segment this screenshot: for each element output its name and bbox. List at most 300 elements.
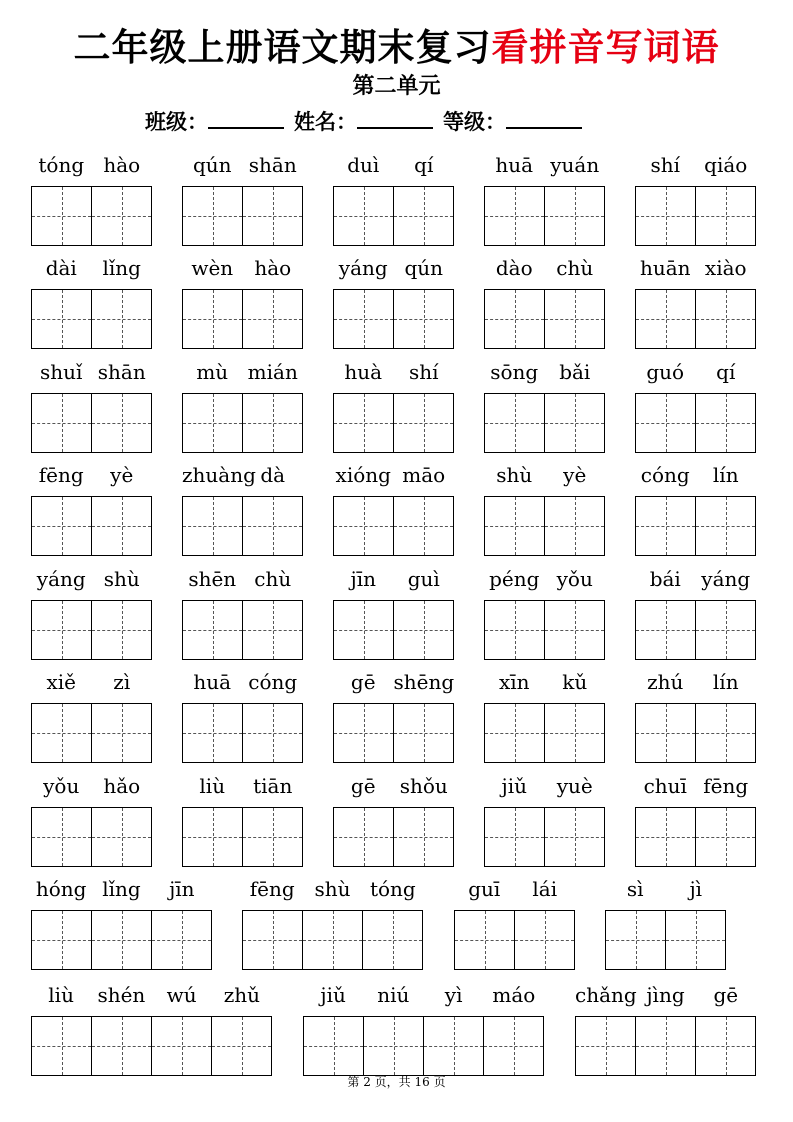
word-item [333, 667, 454, 767]
pinyin-syllable: fēng [703, 774, 749, 798]
tianzige-grid [31, 703, 152, 763]
word-item [454, 874, 575, 974]
writing-cell[interactable] [696, 394, 756, 452]
pinyin-label [182, 253, 303, 283]
writing-cell[interactable] [334, 601, 394, 659]
writing-cell[interactable] [606, 911, 666, 969]
writing-cell[interactable] [545, 808, 605, 866]
writing-cell[interactable] [32, 187, 92, 245]
writing-cell[interactable] [32, 601, 92, 659]
pinyin-syllable: shù [496, 463, 533, 487]
pinyin-syllable: chù [254, 567, 292, 591]
writing-cell[interactable] [696, 290, 756, 348]
writing-cell[interactable] [636, 808, 696, 866]
pinyin-syllable: huā [495, 153, 534, 177]
pinyin-syllable: dào [495, 256, 533, 280]
word-item [635, 357, 756, 457]
writing-cell[interactable] [545, 601, 605, 659]
pinyin-syllable: xīn [498, 670, 530, 694]
writing-cell[interactable] [394, 704, 454, 762]
writing-cell[interactable] [484, 1017, 544, 1075]
pinyin-syllable: mián [247, 360, 298, 384]
pinyin-syllable: lǐng [102, 877, 141, 901]
pinyin-label [484, 357, 605, 387]
pinyin-label [31, 253, 152, 283]
tianzige-grid [31, 600, 152, 660]
pinyin-syllable: dà [260, 463, 286, 487]
grade-blank[interactable] [506, 107, 582, 129]
tianzige-grid [31, 186, 152, 246]
pinyin-syllable: mù [196, 360, 229, 384]
pinyin-syllable: hóng [35, 877, 87, 901]
word-item [575, 980, 756, 1080]
writing-cell[interactable] [183, 704, 243, 762]
writing-cell[interactable] [243, 808, 303, 866]
pinyin-syllable: wú [166, 983, 197, 1007]
pinyin-label [31, 771, 152, 801]
writing-cell[interactable] [32, 497, 92, 555]
word-item [635, 564, 756, 664]
pinyin-syllable: yáng [36, 567, 86, 591]
writing-cell[interactable] [636, 187, 696, 245]
pinyin-syllable: xiào [704, 256, 747, 280]
word-item [303, 980, 544, 1080]
pinyin-label [635, 771, 756, 801]
pinyin-syllable: tóng [38, 153, 85, 177]
pinyin-syllable: tiān [253, 774, 293, 798]
pinyin-label [635, 357, 756, 387]
writing-cell[interactable] [485, 497, 545, 555]
word-item [484, 564, 605, 664]
pinyin-syllable: sì [626, 877, 644, 901]
writing-cell[interactable] [364, 1017, 424, 1075]
pinyin-label [575, 980, 756, 1010]
pinyin-syllable: niú [377, 983, 410, 1007]
word-item [31, 564, 152, 664]
tianzige-grid [31, 496, 152, 556]
pinyin-syllable: shí [650, 153, 681, 177]
class-blank[interactable] [208, 107, 284, 129]
writing-cell[interactable] [636, 704, 696, 762]
writing-cell[interactable] [515, 911, 575, 969]
writing-cell[interactable] [92, 601, 152, 659]
writing-cell[interactable] [696, 808, 756, 866]
word-item [605, 874, 726, 974]
writing-cell[interactable] [92, 290, 152, 348]
word-item [31, 253, 152, 353]
writing-cell[interactable] [696, 1017, 756, 1075]
writing-cell[interactable] [334, 187, 394, 245]
tianzige-grid [182, 807, 303, 867]
pinyin-syllable: shù [103, 567, 140, 591]
writing-cell[interactable] [92, 1017, 152, 1075]
pinyin-syllable: shù [314, 877, 351, 901]
pinyin-syllable: shén [97, 983, 146, 1007]
pinyin-syllable: guì [407, 567, 440, 591]
pinyin-syllable: yǒu [556, 567, 593, 591]
pinyin-syllable: guī [468, 877, 501, 901]
writing-cell[interactable] [92, 808, 152, 866]
pinyin-syllable: zhuàng [182, 463, 256, 487]
writing-cell[interactable] [92, 394, 152, 452]
word-item [182, 667, 303, 767]
writing-cell[interactable] [304, 1017, 364, 1075]
pinyin-syllable: lǐng [102, 256, 141, 280]
word-item [31, 667, 152, 767]
pinyin-syllable: gē [713, 983, 739, 1007]
pinyin-syllable: yuè [556, 774, 593, 798]
writing-cell[interactable] [32, 1017, 92, 1075]
pinyin-syllable: shān [248, 153, 297, 177]
word-item [484, 150, 605, 250]
writing-cell[interactable] [394, 187, 454, 245]
pinyin-syllable: cóng [248, 670, 298, 694]
tianzige-grid [484, 186, 605, 246]
pinyin-syllable: hǎo [103, 774, 141, 798]
tianzige-grid [31, 289, 152, 349]
writing-cell[interactable] [424, 1017, 484, 1075]
pinyin-syllable: yáng [701, 567, 751, 591]
pinyin-label [182, 667, 303, 697]
writing-cell[interactable] [183, 601, 243, 659]
writing-cell[interactable] [394, 290, 454, 348]
pinyin-label [242, 874, 423, 904]
pinyin-syllable: qún [192, 153, 232, 177]
pinyin-syllable: jiǔ [320, 983, 346, 1007]
tianzige-grid [484, 289, 605, 349]
pinyin-syllable: kǔ [562, 670, 588, 694]
tianzige-grid [454, 910, 575, 970]
writing-cell[interactable] [334, 290, 394, 348]
tianzige-grid [182, 186, 303, 246]
writing-cell[interactable] [243, 911, 303, 969]
writing-cell[interactable] [636, 290, 696, 348]
tianzige-grid [182, 496, 303, 556]
pinyin-label [31, 150, 152, 180]
writing-cell[interactable] [545, 497, 605, 555]
pinyin-syllable: jiǔ [501, 774, 527, 798]
writing-cell[interactable] [545, 704, 605, 762]
pinyin-label [635, 253, 756, 283]
tianzige-grid [484, 600, 605, 660]
tianzige-grid [182, 703, 303, 763]
pinyin-syllable: jìng [646, 983, 685, 1007]
name-blank[interactable] [357, 107, 433, 129]
pinyin-syllable: bǎi [559, 360, 591, 384]
word-item [484, 253, 605, 353]
pinyin-syllable: dài [45, 256, 77, 280]
tianzige-grid [635, 289, 756, 349]
tianzige-grid [333, 496, 454, 556]
pinyin-syllable: sōng [490, 360, 539, 384]
writing-cell[interactable] [92, 497, 152, 555]
pinyin-label [303, 980, 544, 1010]
writing-cell[interactable] [545, 394, 605, 452]
writing-cell[interactable] [212, 1017, 272, 1075]
writing-cell[interactable] [32, 808, 92, 866]
writing-cell[interactable] [92, 911, 152, 969]
tianzige-grid [484, 496, 605, 556]
pinyin-syllable: cóng [640, 463, 690, 487]
tianzige-grid [333, 807, 454, 867]
pinyin-syllable: chuī [643, 774, 687, 798]
writing-cell[interactable] [243, 187, 303, 245]
pinyin-label [635, 150, 756, 180]
tianzige-grid [333, 393, 454, 453]
word-item [333, 460, 454, 560]
tianzige-grid [31, 393, 152, 453]
pinyin-syllable: māo [402, 463, 446, 487]
tianzige-grid [484, 807, 605, 867]
pinyin-label [31, 874, 212, 904]
writing-cell[interactable] [696, 187, 756, 245]
pinyin-syllable: fēng [38, 463, 84, 487]
pinyin-syllable: qí [414, 153, 434, 177]
pinyin-label [333, 771, 454, 801]
pinyin-syllable: tóng [369, 877, 416, 901]
pinyin-syllable: qún [404, 256, 444, 280]
writing-cell[interactable] [696, 497, 756, 555]
writing-cell[interactable] [485, 187, 545, 245]
writing-cell[interactable] [485, 704, 545, 762]
writing-cell[interactable] [363, 911, 423, 969]
pinyin-syllable: wèn [191, 256, 234, 280]
pinyin-label [31, 460, 152, 490]
pinyin-syllable: jīn [169, 877, 195, 901]
word-item [635, 771, 756, 871]
word-item [182, 150, 303, 250]
pinyin-syllable: yuán [550, 153, 600, 177]
writing-cell[interactable] [545, 290, 605, 348]
pinyin-syllable: duì [347, 153, 380, 177]
writing-cell[interactable] [183, 808, 243, 866]
pinyin-syllable: shí [408, 360, 439, 384]
pinyin-syllable: zhǔ [223, 983, 261, 1007]
tianzige-grid [242, 910, 423, 970]
pinyin-syllable: zhú [647, 670, 684, 694]
writing-cell[interactable] [92, 704, 152, 762]
word-item [333, 357, 454, 457]
tianzige-grid [484, 703, 605, 763]
tianzige-grid [31, 807, 152, 867]
writing-cell[interactable] [183, 187, 243, 245]
tianzige-grid [635, 186, 756, 246]
pinyin-syllable: yè [563, 463, 587, 487]
name-label: 姓名： [294, 110, 357, 134]
pinyin-syllable: jīn [350, 567, 376, 591]
pinyin-syllable: zì [113, 670, 131, 694]
word-item [242, 874, 423, 974]
tianzige-grid [333, 703, 454, 763]
writing-cell[interactable] [183, 394, 243, 452]
writing-cell[interactable] [394, 394, 454, 452]
writing-cell[interactable] [485, 601, 545, 659]
writing-cell[interactable] [32, 290, 92, 348]
tianzige-grid [182, 393, 303, 453]
pinyin-label [484, 564, 605, 594]
word-item [484, 357, 605, 457]
pinyin-label [31, 667, 152, 697]
title-red: 看拼音写词语 [491, 26, 720, 69]
pinyin-label [454, 874, 575, 904]
word-item [31, 357, 152, 457]
tianzige-grid [182, 600, 303, 660]
writing-cell[interactable] [243, 704, 303, 762]
pinyin-label [484, 150, 605, 180]
pinyin-label [182, 460, 303, 490]
writing-cell[interactable] [696, 601, 756, 659]
word-item [31, 980, 272, 1080]
word-item [333, 564, 454, 664]
pinyin-label [31, 980, 272, 1010]
word-item [182, 771, 303, 871]
pinyin-syllable: shēng [393, 670, 455, 694]
word-item [31, 771, 152, 871]
class-label: 班级： [145, 110, 208, 134]
writing-cell[interactable] [334, 704, 394, 762]
grade-label: 等级： [443, 110, 506, 134]
word-item [635, 667, 756, 767]
word-item [635, 150, 756, 250]
pinyin-label [333, 667, 454, 697]
pinyin-label [31, 564, 152, 594]
writing-cell[interactable] [243, 394, 303, 452]
pinyin-label [333, 253, 454, 283]
word-item [182, 253, 303, 353]
word-item [635, 253, 756, 353]
pinyin-syllable: huà [344, 360, 383, 384]
writing-cell[interactable] [636, 394, 696, 452]
pinyin-label [333, 357, 454, 387]
pinyin-label [635, 460, 756, 490]
pinyin-syllable: shēn [188, 567, 237, 591]
pinyin-label [635, 667, 756, 697]
writing-cell[interactable] [394, 497, 454, 555]
pinyin-label [182, 357, 303, 387]
tianzige-grid [635, 393, 756, 453]
pinyin-syllable: gē [350, 774, 376, 798]
pinyin-label [182, 150, 303, 180]
writing-cell[interactable] [636, 497, 696, 555]
writing-cell[interactable] [32, 911, 92, 969]
pinyin-syllable: lín [712, 463, 739, 487]
writing-cell[interactable] [334, 497, 394, 555]
tianzige-grid [635, 807, 756, 867]
word-item [182, 564, 303, 664]
word-item [333, 771, 454, 871]
tianzige-grid [303, 1016, 544, 1076]
pinyin-syllable: liù [48, 983, 74, 1007]
pinyin-syllable: chǎng [575, 983, 637, 1007]
pinyin-syllable: huān [639, 256, 691, 280]
writing-cell[interactable] [636, 601, 696, 659]
writing-cell[interactable] [183, 290, 243, 348]
pinyin-label [182, 771, 303, 801]
pinyin-syllable: hào [254, 256, 292, 280]
writing-cell[interactable] [152, 911, 212, 969]
page-footer: 第 2 页，共 16 页 [347, 1075, 446, 1089]
writing-cell[interactable] [485, 394, 545, 452]
writing-cell[interactable] [334, 808, 394, 866]
pinyin-syllable: yì [444, 983, 463, 1007]
pinyin-label [484, 667, 605, 697]
word-item [31, 150, 152, 250]
title-black: 二年级上册语文期末复习 [73, 26, 492, 69]
writing-cell[interactable] [183, 497, 243, 555]
word-item [182, 460, 303, 560]
writing-cell[interactable] [32, 704, 92, 762]
writing-cell[interactable] [334, 394, 394, 452]
word-item [484, 460, 605, 560]
pinyin-syllable: shǒu [399, 774, 448, 798]
writing-cell[interactable] [152, 1017, 212, 1075]
writing-cell[interactable] [455, 911, 515, 969]
writing-cell[interactable] [32, 394, 92, 452]
pinyin-label [333, 150, 454, 180]
tianzige-grid [31, 910, 212, 970]
writing-cell[interactable] [636, 1017, 696, 1075]
pinyin-syllable: lái [532, 877, 558, 901]
writing-cell[interactable] [394, 808, 454, 866]
writing-cell[interactable] [696, 704, 756, 762]
word-item [333, 253, 454, 353]
writing-cell[interactable] [243, 497, 303, 555]
word-item [182, 357, 303, 457]
pinyin-syllable: yáng [338, 256, 388, 280]
tianzige-grid [333, 289, 454, 349]
worksheet-title [0, 22, 793, 74]
pinyin-syllable: shuǐ [40, 360, 83, 384]
pinyin-syllable: jì [689, 877, 703, 901]
writing-cell[interactable] [394, 601, 454, 659]
tianzige-grid [605, 910, 726, 970]
word-item [484, 667, 605, 767]
unit-subtitle: 第二单元 [352, 74, 441, 99]
writing-cell[interactable] [303, 911, 363, 969]
tianzige-grid [333, 186, 454, 246]
pinyin-syllable: lín [712, 670, 739, 694]
pinyin-syllable: máo [492, 983, 536, 1007]
tianzige-grid [635, 703, 756, 763]
tianzige-grid [333, 600, 454, 660]
pinyin-syllable: shān [97, 360, 146, 384]
tianzige-grid [31, 1016, 272, 1076]
pinyin-syllable: hào [103, 153, 141, 177]
tianzige-grid [635, 496, 756, 556]
pinyin-syllable: qí [716, 360, 736, 384]
word-item [31, 874, 212, 974]
pinyin-syllable: guó [646, 360, 685, 384]
writing-cell[interactable] [243, 290, 303, 348]
writing-cell[interactable] [485, 808, 545, 866]
pinyin-syllable: xióng [335, 463, 391, 487]
pinyin-label [484, 253, 605, 283]
pinyin-syllable: bái [649, 567, 681, 591]
tianzige-grid [182, 289, 303, 349]
writing-cell[interactable] [545, 187, 605, 245]
writing-cell[interactable] [243, 601, 303, 659]
writing-cell[interactable] [92, 187, 152, 245]
writing-cell[interactable] [485, 290, 545, 348]
pinyin-syllable: liù [199, 774, 226, 798]
pinyin-syllable: huā [193, 670, 232, 694]
word-item [484, 771, 605, 871]
writing-cell[interactable] [576, 1017, 636, 1075]
pinyin-label [31, 357, 152, 387]
word-item [31, 460, 152, 560]
student-info-line [145, 106, 592, 138]
writing-cell[interactable] [666, 911, 726, 969]
